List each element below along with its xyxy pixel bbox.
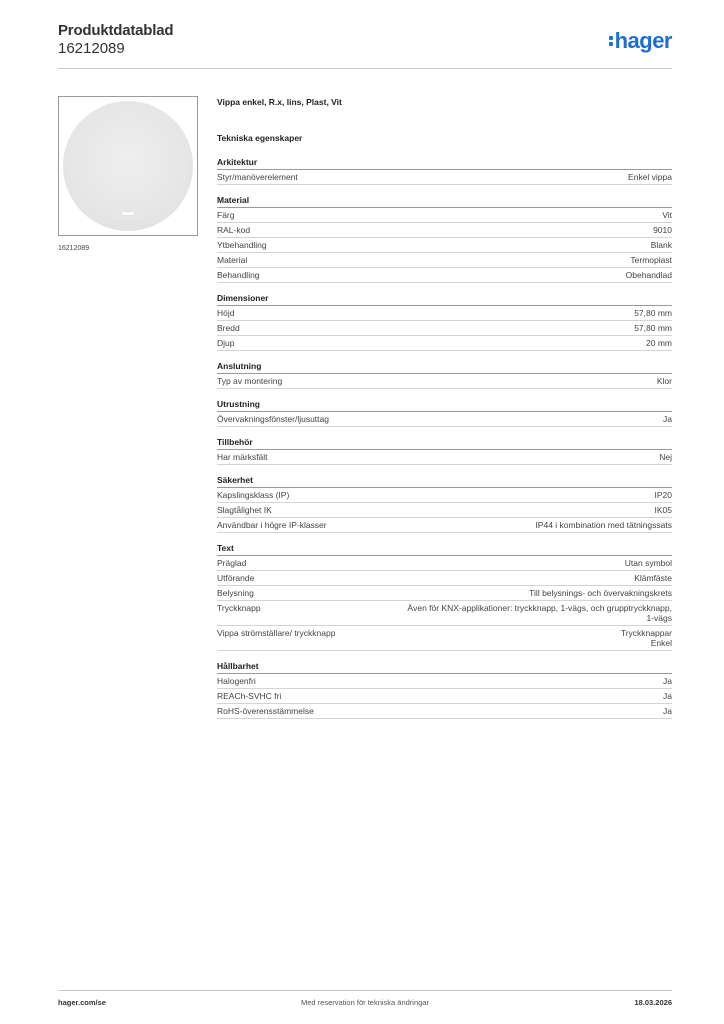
spec-label: Kapslingsklass (IP) [217,490,290,500]
spec-label: Djup [217,338,235,348]
spec-value: Blank [650,240,672,250]
spec-row [217,556,672,571]
spec-row [217,306,672,321]
spec-label: Utförande [217,573,255,583]
spec-value: Enkel vippa [628,172,672,182]
spec-value: Vit [662,210,672,220]
footer-date: 18.03.2026 [634,998,672,1007]
spec-row [217,253,672,268]
spec-section [217,157,672,185]
spec-label: Belysning [217,588,254,598]
spec-row [217,321,672,336]
image-caption: 16212089 [58,245,90,252]
section-title: Tillbehör [217,437,672,450]
spec-value: IP44 i kombination med tätningssats [535,520,672,530]
spec-row [217,503,672,518]
lens-indicator-icon [122,212,134,215]
spec-row [217,518,672,533]
spec-section [217,195,672,283]
spec-value: 57,80 mm [634,308,672,318]
spec-row [217,223,672,238]
spec-sections [217,157,672,719]
footer-notice: Med reservation för tekniska ändringar [301,998,429,1007]
page-header [58,22,672,70]
spec-label: RoHS-överensstämmelse [217,706,314,716]
spec-section [217,543,672,651]
section-title: Anslutning [217,361,672,374]
spec-value: 9010 [653,225,672,235]
spec-value: Utan symbol [624,558,672,568]
document-number: 16212089 [58,40,125,57]
spec-label: Vippa strömställare/ tryckknapp [217,628,336,638]
spec-section [217,293,672,351]
logo-text: hager [614,28,672,53]
spec-row [217,374,672,389]
product-name: Vippa enkel, R.x, lins, Plast, Vit [217,97,342,107]
spec-value: Ja [663,706,672,716]
spec-value: 57,80 mm [634,323,672,333]
spec-section [217,661,672,719]
spec-section [217,437,672,465]
spec-label: Behandling [217,270,260,280]
spec-value: 20 mm [646,338,672,348]
spec-value: Klor [656,376,672,386]
spec-row [217,238,672,253]
spec-section [217,399,672,427]
footer-divider [58,990,672,991]
spec-label: Tryckknapp [217,603,261,613]
spec-value: Ja [663,414,672,424]
section-title: Material [217,195,672,208]
spec-row [217,336,672,351]
spec-label: Bredd [217,323,240,333]
section-title: Dimensioner [217,293,672,306]
spec-value: Termoplast [630,255,672,265]
spec-label: Material [217,255,248,265]
document-title: Produktdatablad [58,22,174,39]
spec-row [217,704,672,719]
section-title: Hållbarhet [217,661,672,674]
spec-row [217,450,672,465]
spec-row [217,689,672,704]
spec-value: IK05 [654,505,672,515]
spec-row [217,170,672,185]
spec-label: Halogenfri [217,676,256,686]
spec-row [217,488,672,503]
spec-value: Nej [659,452,672,462]
spec-label: Styr/manöverelement [217,172,298,182]
spec-value: Även för KNX-applikationer: tryckknapp, 1-vägs, och grupptryckknapp, 1-vägs [407,603,672,623]
spec-label: Övervakningsfönster/ljusuttag [217,414,329,424]
spec-content [217,97,672,729]
spec-label: Ytbehandling [217,240,267,250]
spec-value: Ja [663,691,672,701]
spec-row [217,586,672,601]
spec-value: Obehandlad [625,270,672,280]
section-title: Utrustning [217,399,672,412]
footer-website: hager.com/se [58,998,106,1007]
spec-label: REACh-SVHC fri [217,691,282,701]
spec-value: IP20 [654,490,672,500]
spec-label: Användbar i högre IP-klasser [217,520,327,530]
spec-value: Till belysnings- och övervakningskrets [529,588,672,598]
header-divider [58,68,672,69]
spec-row [217,674,672,689]
spec-value: Tryckknappar Enkel [620,628,672,648]
properties-heading: Tekniska egenskaper [217,133,303,143]
spec-row [217,268,672,283]
logo-dots-icon [609,35,613,47]
spec-value: Ja [663,676,672,686]
section-title: Text [217,543,672,556]
spec-label: Slagtålighet IK [217,505,272,515]
section-title: Arkitektur [217,157,672,170]
spec-label: Typ av montering [217,376,283,386]
spec-label: Har märksfält [217,452,268,462]
product-image [58,96,198,236]
spec-row [217,571,672,586]
spec-value: Klämfäste [634,573,672,583]
spec-row [217,601,672,626]
spec-row [217,412,672,427]
spec-section [217,361,672,389]
spec-section [217,475,672,533]
hager-logo [609,28,672,54]
spec-label: Präglad [217,558,247,568]
spec-label: Färg [217,210,235,220]
section-title: Säkerhet [217,475,672,488]
spec-row [217,208,672,223]
spec-label: Höjd [217,308,235,318]
spec-row [217,626,672,651]
spec-label: RAL-kod [217,225,251,235]
